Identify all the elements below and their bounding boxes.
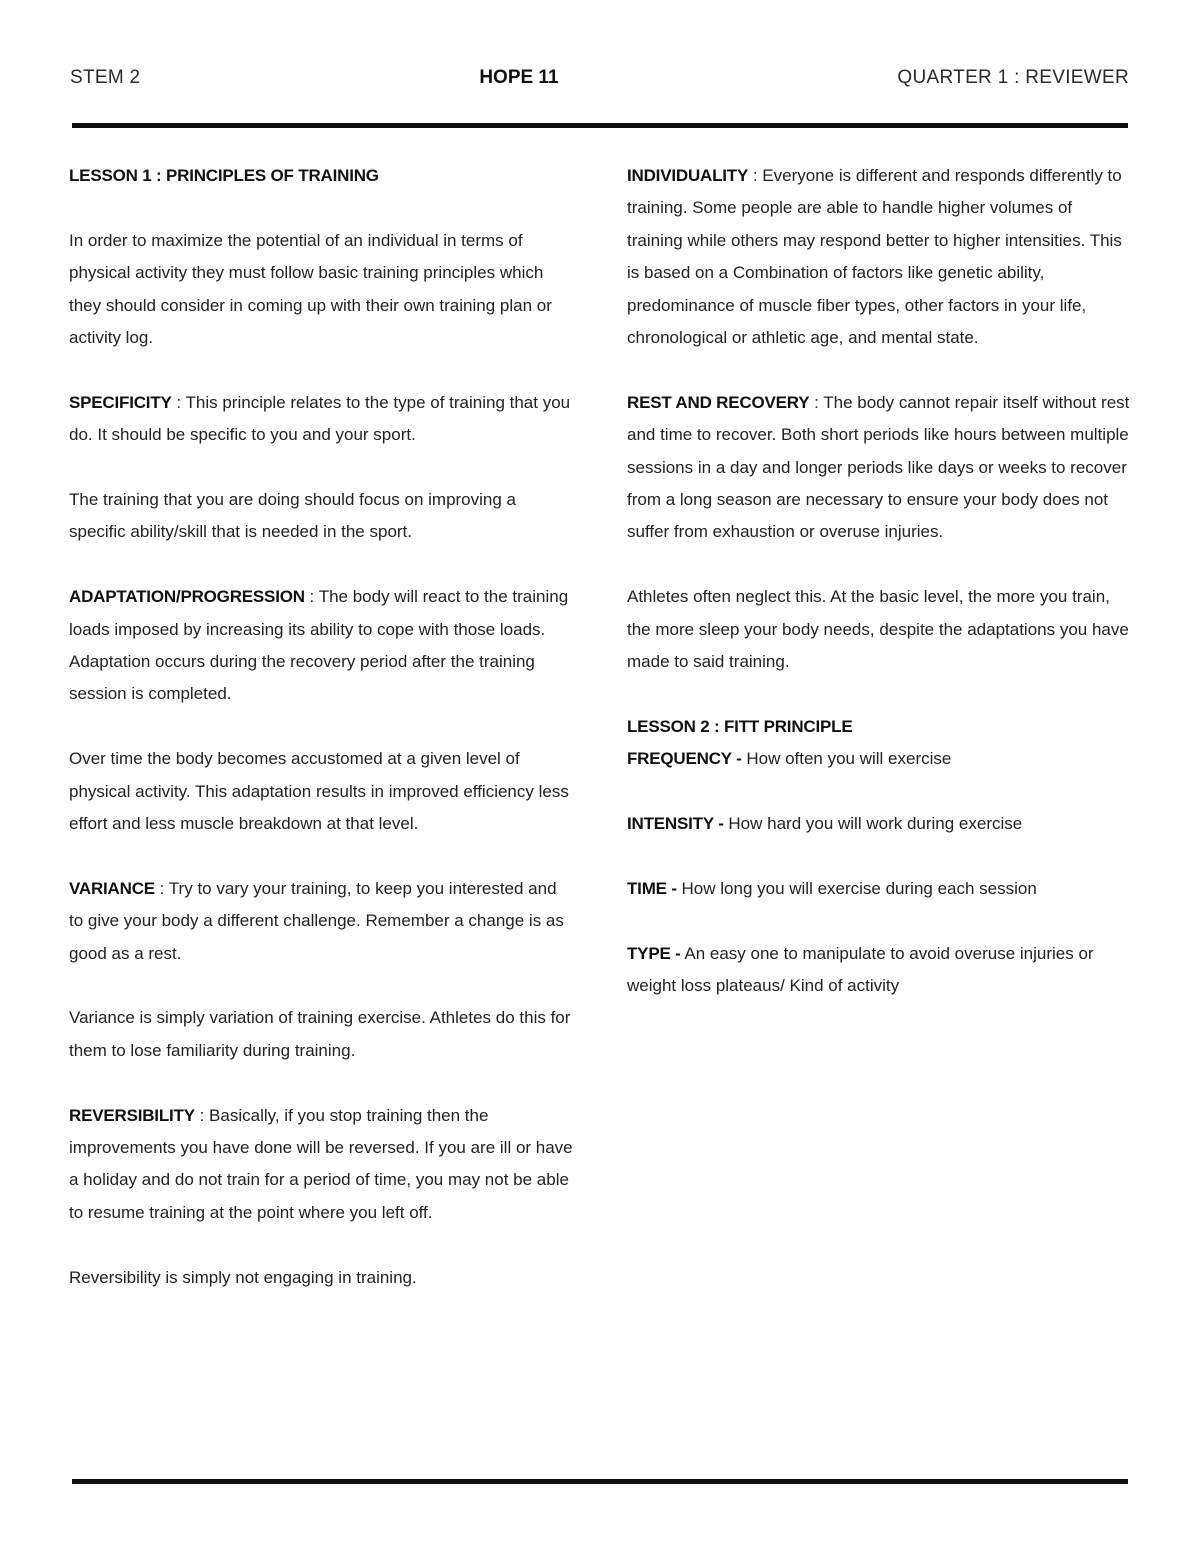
intensity-term: INTENSITY - xyxy=(627,814,724,834)
frequency-text: How often you will exercise xyxy=(741,749,952,769)
frequency-paragraph xyxy=(627,743,1132,775)
header-left: STEM 2 xyxy=(70,67,141,88)
page-header xyxy=(70,60,1129,96)
left-column xyxy=(69,160,574,1294)
intro-paragraph: In order to maximize the potential of an individual in terms of physical activity they must follow basic training principles which they should consider in coming up with their own training plan or activity log. xyxy=(69,230,552,348)
adaptation-text: : The body will react to the training loads imposed by increasing its ability to cope with those loads. Adaptation occurs during the recovery period after the training session is completed. xyxy=(69,587,569,704)
time-paragraph xyxy=(627,873,1132,905)
specificity-paragraph xyxy=(69,387,574,452)
type-term: TYPE - xyxy=(627,943,681,963)
reversibility-paragraph xyxy=(69,1100,574,1230)
header-center: HOPE 11 xyxy=(479,67,559,88)
individuality-text: : Everyone is different and responds differently to training. Some people are able to handle higher volumes of training while others may respond better to higher intensities. This is based on a Combination of factors like genetic ability, predominance of muscle fiber types, other factors in your life, chronological or athletic age, and mental state. xyxy=(627,166,1122,348)
variance-paragraph xyxy=(69,873,574,970)
reversibility-text: : Basically, if you stop training then the improvements you have done will be reversed. If you are ill or have a holiday and do not train for a period of time, you may not be able to resume training at the point where you left off. xyxy=(69,1105,573,1222)
time-text: How long you will exercise during each session xyxy=(676,878,1037,898)
top-divider xyxy=(72,123,1128,128)
intensity-paragraph xyxy=(627,808,1132,840)
right-column xyxy=(627,160,1132,1002)
variance-term: VARIANCE xyxy=(69,878,155,898)
lesson1-title: LESSON 1 : PRINCIPLES OF TRAINING xyxy=(69,166,379,185)
rest-paragraph xyxy=(627,387,1132,549)
time-term: TIME - xyxy=(627,878,677,898)
variance-extra: Variance is simply variation of training exercise. Athletes do this for them to lose familiarity during training. xyxy=(69,1008,571,1060)
lesson2-title: LESSON 2 : FITT PRINCIPLE xyxy=(627,716,853,736)
type-text: An easy one to manipulate to avoid overuse injuries or weight loss plateaus/ Kind of activity xyxy=(627,943,1094,996)
rest-term: REST AND RECOVERY xyxy=(627,392,810,412)
individuality-term: INDIVIDUALITY xyxy=(627,166,749,185)
specificity-term: SPECIFICITY xyxy=(69,392,172,412)
specificity-text: : This principle relates to the type of training that you do. It should be specific to you and your sport. xyxy=(69,392,571,445)
intensity-text: How hard you will work during exercise xyxy=(723,814,1023,834)
adaptation-paragraph xyxy=(69,581,574,711)
reversibility-term: REVERSIBILITY xyxy=(69,1105,195,1125)
variance-text: : Try to vary your training, to keep you interested and to give your body a different challenge. Remember a change is as good as a rest. xyxy=(69,878,564,963)
specificity-extra: The training that you are doing should focus on improving a specific ability/skill that is needed in the sport. xyxy=(69,490,516,542)
rest-extra: Athletes often neglect this. At the basic level, the more you train, the more sleep your body needs, despite the adaptations you have made to said training. xyxy=(627,587,1129,672)
bottom-divider xyxy=(72,1479,1128,1484)
individuality-paragraph xyxy=(627,160,1132,354)
rest-text: : The body cannot repair itself without rest and time to recover. Both short periods like hours between multiple sessions in a day and longer periods like days or weeks to recover from a long season are necessary to ensure your body does not suffer from exhaustion or overuse injuries. xyxy=(627,392,1130,542)
adaptation-term: ADAPTATION/PROGRESSION xyxy=(69,587,305,607)
reversibility-extra: Reversibility is simply not engaging in training. xyxy=(69,1267,417,1287)
adaptation-extra: Over time the body becomes accustomed at a given level of physical activity. This adaptation results in improved efficiency less effort and less muscle breakdown at that level. xyxy=(69,749,569,834)
frequency-term: FREQUENCY - xyxy=(627,749,742,769)
header-right: QUARTER 1 : REVIEWER xyxy=(897,67,1129,88)
type-paragraph xyxy=(627,938,1132,1003)
